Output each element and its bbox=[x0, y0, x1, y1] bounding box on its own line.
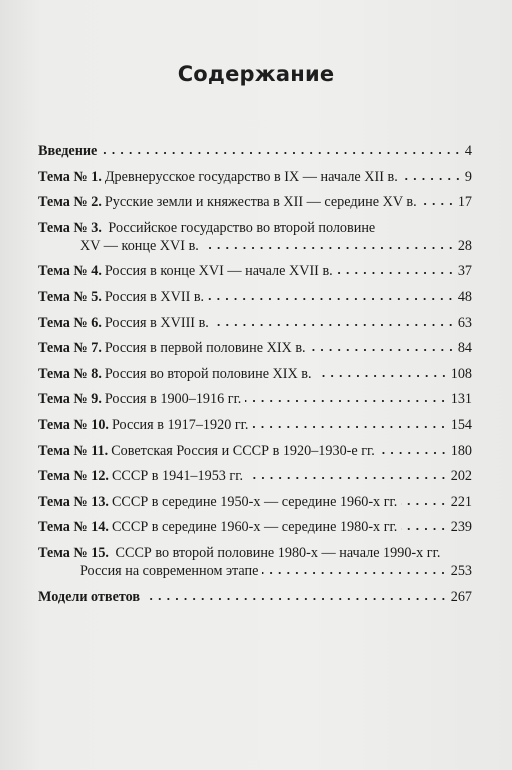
dot-leader bbox=[421, 201, 455, 207]
toc-entry-title: Россия во второй половине XIX в. bbox=[104, 365, 312, 382]
dot-leader bbox=[252, 424, 447, 430]
toc-entry-page: 37 bbox=[457, 263, 472, 280]
toc-entry-topic-14[interactable] bbox=[38, 518, 472, 536]
dot-leader bbox=[203, 245, 455, 251]
toc-entry-title: СССР во второй половине 1980-х — начале 1990-х гг. bbox=[115, 544, 441, 561]
toc-entry-topic-13[interactable] bbox=[38, 493, 472, 511]
toc-entry-page: 28 bbox=[457, 237, 472, 254]
toc-entry-title: Русские земли и княжества в XII — середине XV в. bbox=[104, 194, 417, 211]
toc-entry-topic-10[interactable] bbox=[38, 416, 472, 434]
toc-entry-topic-7[interactable] bbox=[38, 339, 472, 357]
toc-entry-label: Тема № 15. bbox=[38, 544, 109, 561]
dot-leader bbox=[245, 398, 447, 404]
toc-entry-topic-9[interactable] bbox=[38, 390, 472, 408]
dot-leader bbox=[262, 570, 447, 576]
toc-entry-label: Тема № 10. bbox=[38, 416, 109, 433]
toc-entry-topic-4[interactable] bbox=[38, 262, 472, 280]
toc-entry-answer-models[interactable] bbox=[38, 588, 472, 606]
dot-leader bbox=[337, 270, 455, 276]
toc-entry-topic-15[interactable] bbox=[38, 544, 472, 580]
toc-entry-page: 131 bbox=[450, 391, 472, 408]
toc-entry-topic-11[interactable] bbox=[38, 442, 472, 460]
toc-entry-topic-5[interactable] bbox=[38, 288, 472, 306]
toc-entry-page: 202 bbox=[450, 468, 472, 485]
toc-entry-page: 9 bbox=[464, 168, 472, 185]
dot-leader bbox=[144, 596, 448, 602]
toc-entry-page: 221 bbox=[450, 493, 472, 510]
table-of-contents bbox=[38, 142, 472, 613]
dot-leader bbox=[401, 526, 447, 532]
toc-entry-page: 4 bbox=[464, 143, 472, 159]
toc-entry-title: Советская Россия и СССР в 1920–1930-е гг. bbox=[111, 442, 375, 459]
toc-entry-page: 180 bbox=[450, 442, 472, 459]
toc-entry-label: Тема № 2. bbox=[38, 194, 102, 211]
toc-entry-page: 108 bbox=[450, 365, 472, 382]
toc-entry-label: Тема № 11. bbox=[38, 442, 109, 459]
toc-entry-title-continued: Россия на современном этапе bbox=[80, 562, 259, 579]
toc-entry-label: Тема № 8. bbox=[38, 365, 102, 382]
toc-entry-label: Тема № 9. bbox=[38, 391, 102, 408]
toc-entry-label: Тема № 6. bbox=[38, 314, 102, 331]
toc-entry-topic-1[interactable] bbox=[38, 168, 472, 186]
toc-entry-label: Тема № 13. bbox=[38, 493, 109, 510]
toc-entry-page: 48 bbox=[457, 288, 472, 305]
toc-entry-page: 84 bbox=[457, 340, 472, 357]
dot-leader bbox=[379, 450, 448, 456]
toc-entry-title: Россия в XVIII в. bbox=[104, 314, 209, 331]
toc-entry-topic-12[interactable] bbox=[38, 467, 472, 485]
toc-entry-title: Россия в XVII в. bbox=[104, 288, 205, 305]
toc-entry-title: Россия в первой половине XIX в. bbox=[104, 340, 306, 357]
toc-entry-title: СССР в середине 1950-х — середине 1960-х гг. bbox=[111, 493, 398, 510]
toc-entry-title: Россия в конце XVI — начале XVII в. bbox=[104, 263, 333, 280]
toc-entry-label: Модели ответов bbox=[38, 588, 141, 605]
toc-entry-topic-8[interactable] bbox=[38, 365, 472, 383]
toc-entry-page: 154 bbox=[450, 416, 472, 433]
toc-entry-title: СССР в 1941–1953 гг. bbox=[111, 468, 244, 485]
toc-entry-label: Тема № 5. bbox=[38, 288, 102, 305]
toc-entry-topic-2[interactable] bbox=[38, 193, 472, 211]
toc-entry-label: Тема № 14. bbox=[38, 519, 109, 536]
dot-leader bbox=[213, 322, 455, 328]
dot-leader bbox=[316, 373, 448, 379]
toc-entry-page: 17 bbox=[457, 194, 472, 211]
dot-leader bbox=[402, 176, 462, 182]
toc-entry-label: Тема № 1. bbox=[38, 168, 102, 185]
toc-entry-label: Тема № 7. bbox=[38, 340, 102, 357]
dot-leader bbox=[101, 150, 462, 156]
dot-leader bbox=[401, 501, 447, 507]
toc-entry-topic-3[interactable] bbox=[38, 219, 472, 255]
toc-entry-intro[interactable] bbox=[38, 142, 472, 160]
page-title: Содержание bbox=[177, 62, 335, 86]
toc-entry-page: 63 bbox=[457, 314, 472, 331]
toc-entry-page: 239 bbox=[450, 519, 472, 536]
toc-entry-title: Россия в 1900–1916 гг. bbox=[104, 391, 242, 408]
toc-entry-title: Древнерусское государство в IX — начале XII в. bbox=[104, 168, 398, 185]
toc-entry-page: 253 bbox=[450, 562, 472, 579]
toc-entry-title-continued: XV — конце XVI в. bbox=[80, 237, 199, 254]
toc-entry-title: Россия в 1917–1920 гг. bbox=[111, 416, 249, 433]
dot-leader bbox=[247, 475, 448, 481]
toc-entry-title: Российское государство во второй половине bbox=[108, 219, 376, 236]
toc-entry-page: 267 bbox=[450, 588, 472, 605]
toc-entry-label: Тема № 3. bbox=[38, 219, 102, 236]
toc-entry-label: Тема № 12. bbox=[38, 468, 109, 485]
toc-entry-label: Тема № 4. bbox=[38, 263, 102, 280]
dot-leader bbox=[208, 296, 455, 302]
toc-entry-topic-6[interactable] bbox=[38, 314, 472, 332]
toc-entry-title: СССР в середине 1960-х — середине 1980-х гг. bbox=[111, 519, 398, 536]
toc-entry-label: Введение bbox=[38, 143, 98, 159]
dot-leader bbox=[310, 347, 455, 353]
